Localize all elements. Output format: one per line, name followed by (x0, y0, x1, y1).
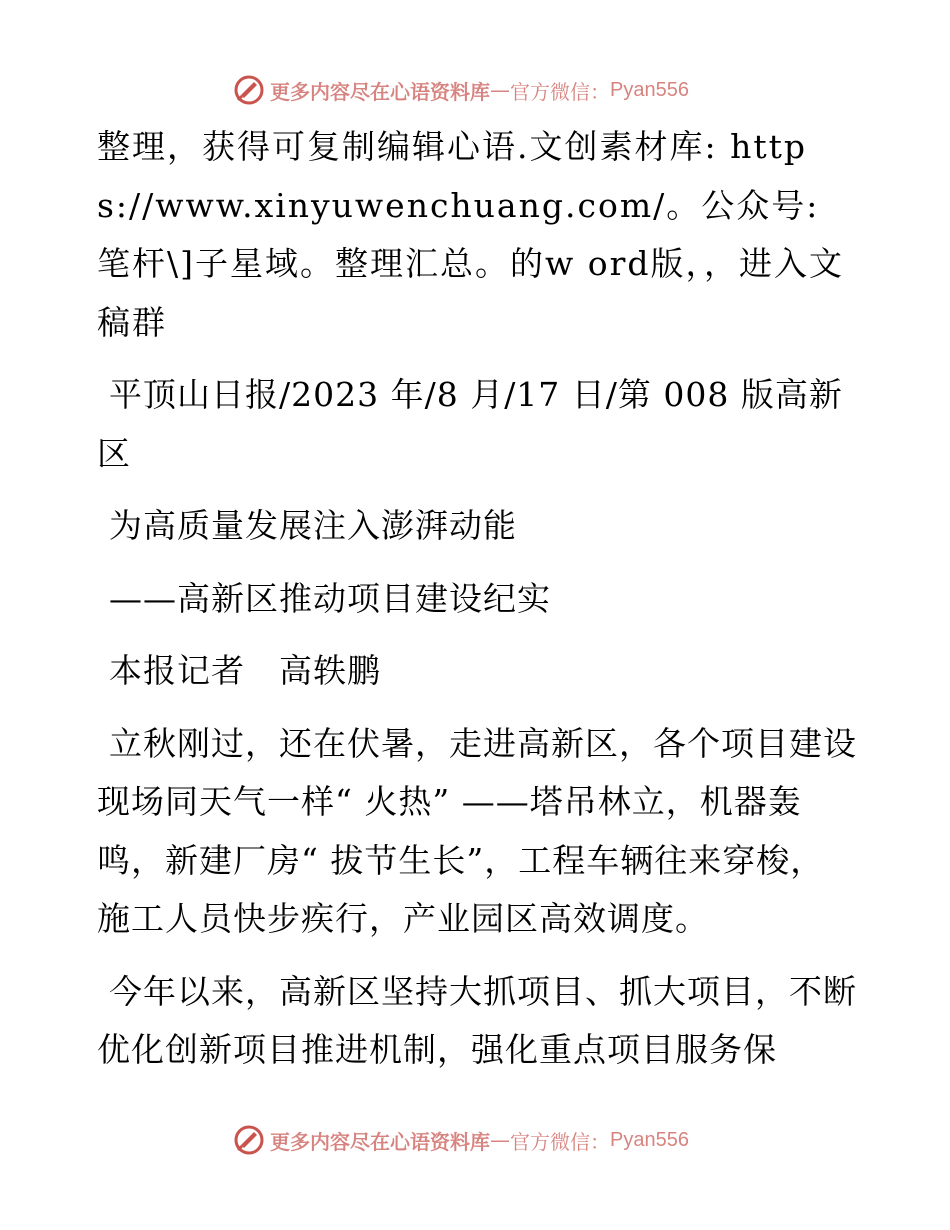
watermark-main-text: 更多内容尽在心语资料库 (270, 79, 490, 104)
header-watermark (232, 72, 689, 108)
watermark-wechat-label: 官方微信： (510, 79, 610, 104)
article-title: 为高质量发展注入澎湃动能 (109, 506, 517, 545)
brush-logo-icon (232, 1123, 266, 1157)
byline: 本报记者 高轶鹏 (109, 651, 381, 690)
article-subtitle: ——高新区推动项目建设纪实 (109, 578, 551, 618)
article-body (97, 118, 857, 1094)
watermark-wechat-id: Pyan556 (610, 78, 689, 101)
footer-watermark (232, 1122, 689, 1158)
watermark-main-text: 更多内容尽在心语资料库 (270, 1129, 490, 1154)
brush-logo-icon (232, 73, 266, 107)
watermark-wechat-id: Pyan556 (610, 1128, 689, 1151)
intro-paragraph: 整理，获得可复制编辑心语.文创素材库: https://www.xinyuwenchuang.com/。公众号: 笔杆\]子星域。整理汇总。的w ord版，，进入文稿群 (97, 127, 844, 342)
body-paragraph: 今年以来，高新区坚持大抓项目、抓大项目，不断优化创新项目推进机制，强化重点项目服务保 (97, 971, 857, 1069)
watermark-separator: — (490, 78, 510, 102)
watermark-wechat-label: 官方微信： (510, 1129, 610, 1154)
source-line: 平顶山日报/2023 年/8 月/17 日/第 008 版高新区 (97, 375, 843, 473)
body-paragraph: 立秋刚过，还在伏暑，走进高新区，各个项目建设现场同天气一样“ 火热” ——塔吊林立，机器轰鸣，新建厂房“ 拔节生长”，工程车辆往来穿梭，施工人员快步疾行，产业园区高效调度。 (97, 723, 857, 938)
watermark-separator: — (490, 1128, 510, 1152)
